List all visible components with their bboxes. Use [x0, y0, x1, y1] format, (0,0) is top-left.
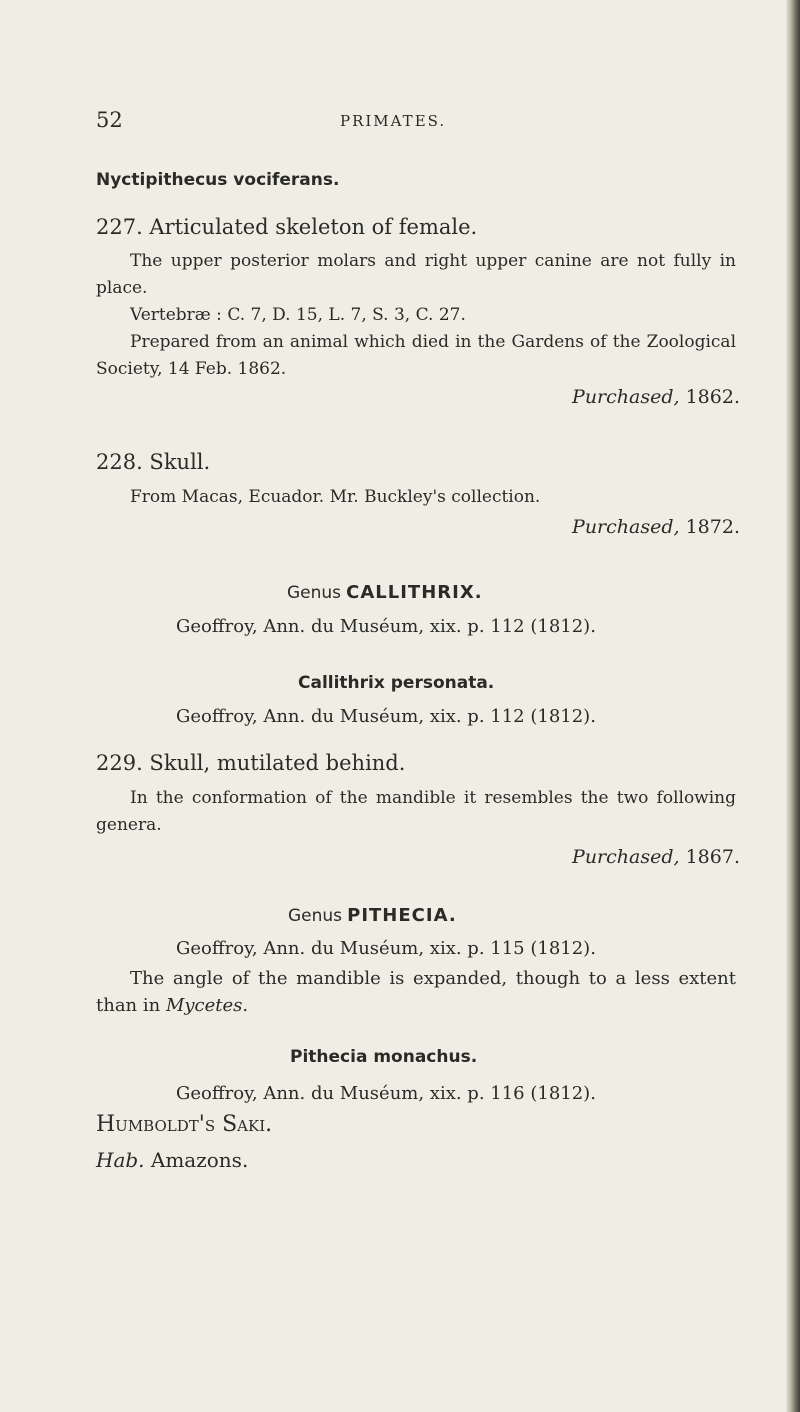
- genus-pithecia-reference: Geoffroy, Ann. du Muséum, xix. p. 115 (1812).: [176, 938, 596, 959]
- genus-heading-pithecia: [288, 905, 457, 926]
- common-name: Humboldt's Saki.: [96, 1112, 273, 1137]
- note-text-end: .: [242, 995, 249, 1016]
- entry-229-title: 229. Skull, mutilated behind.: [96, 751, 406, 775]
- purchased-year: 1862.: [685, 386, 740, 408]
- entry-227-para-1: The upper posterior molars and right upper canine are not fully in place.: [96, 251, 736, 298]
- genus-label: Genus: [287, 583, 342, 603]
- genus-name: PITHECIA.: [347, 905, 457, 926]
- entry-228-title: 228. Skull.: [96, 450, 211, 474]
- callithrix-personata-reference: Geoffroy, Ann. du Muséum, xix. p. 112 (1812).: [176, 706, 596, 727]
- entry-227-title: 227. Articulated skeleton of female.: [96, 215, 478, 239]
- page-number: 52: [96, 108, 123, 132]
- entry-227-para-3: Prepared from an animal which died in the Gardens of the Zoological Society, 14 Feb. 1862.: [96, 332, 736, 379]
- purchased-year: 1867.: [685, 846, 740, 868]
- purchased-year: 1872.: [685, 516, 740, 538]
- running-title: PRIMATES.: [340, 112, 447, 130]
- genus-label: Genus: [288, 906, 343, 926]
- genus-pithecia-note: [96, 965, 736, 1019]
- hab-label: Hab.: [96, 1148, 145, 1172]
- entry-227-purchased: [572, 386, 740, 408]
- note-text: The angle of the mandible is expanded, though to a less extent than in: [96, 968, 736, 1016]
- pithecia-monachus-reference: Geoffroy, Ann. du Muséum, xix. p. 116 (1812).: [176, 1083, 596, 1104]
- entry-229-para-1: In the conformation of the mandible it resembles the two following genera.: [96, 788, 736, 835]
- entry-229-purchased: [572, 846, 740, 868]
- purchased-label: Purchased,: [572, 516, 680, 538]
- entry-227-para-2: Vertebræ : C. 7, D. 15, L. 7, S. 3, C. 27.: [130, 305, 466, 325]
- genus-callithrix-reference: Geoffroy, Ann. du Muséum, xix. p. 112 (1812).: [176, 616, 596, 637]
- species-heading-nyctipithecus: Nyctipithecus vociferans.: [96, 170, 340, 190]
- habitat-line: [96, 1148, 248, 1172]
- hab-value: Amazons.: [150, 1148, 249, 1172]
- genus-heading-callithrix: [287, 582, 483, 603]
- genus-name: CALLITHRIX.: [346, 582, 483, 603]
- purchased-label: Purchased,: [572, 386, 680, 408]
- note-genus-italic: Mycetes: [165, 995, 243, 1016]
- purchased-label: Purchased,: [572, 846, 680, 868]
- book-spine-edge: [786, 0, 800, 1412]
- entry-228-para-1: From Macas, Ecuador. Mr. Buckley's collection.: [130, 487, 541, 507]
- entry-228-purchased: [572, 516, 740, 538]
- species-heading-callithrix-personata: Callithrix personata.: [298, 673, 495, 693]
- species-heading-pithecia-monachus: Pithecia monachus.: [290, 1047, 478, 1067]
